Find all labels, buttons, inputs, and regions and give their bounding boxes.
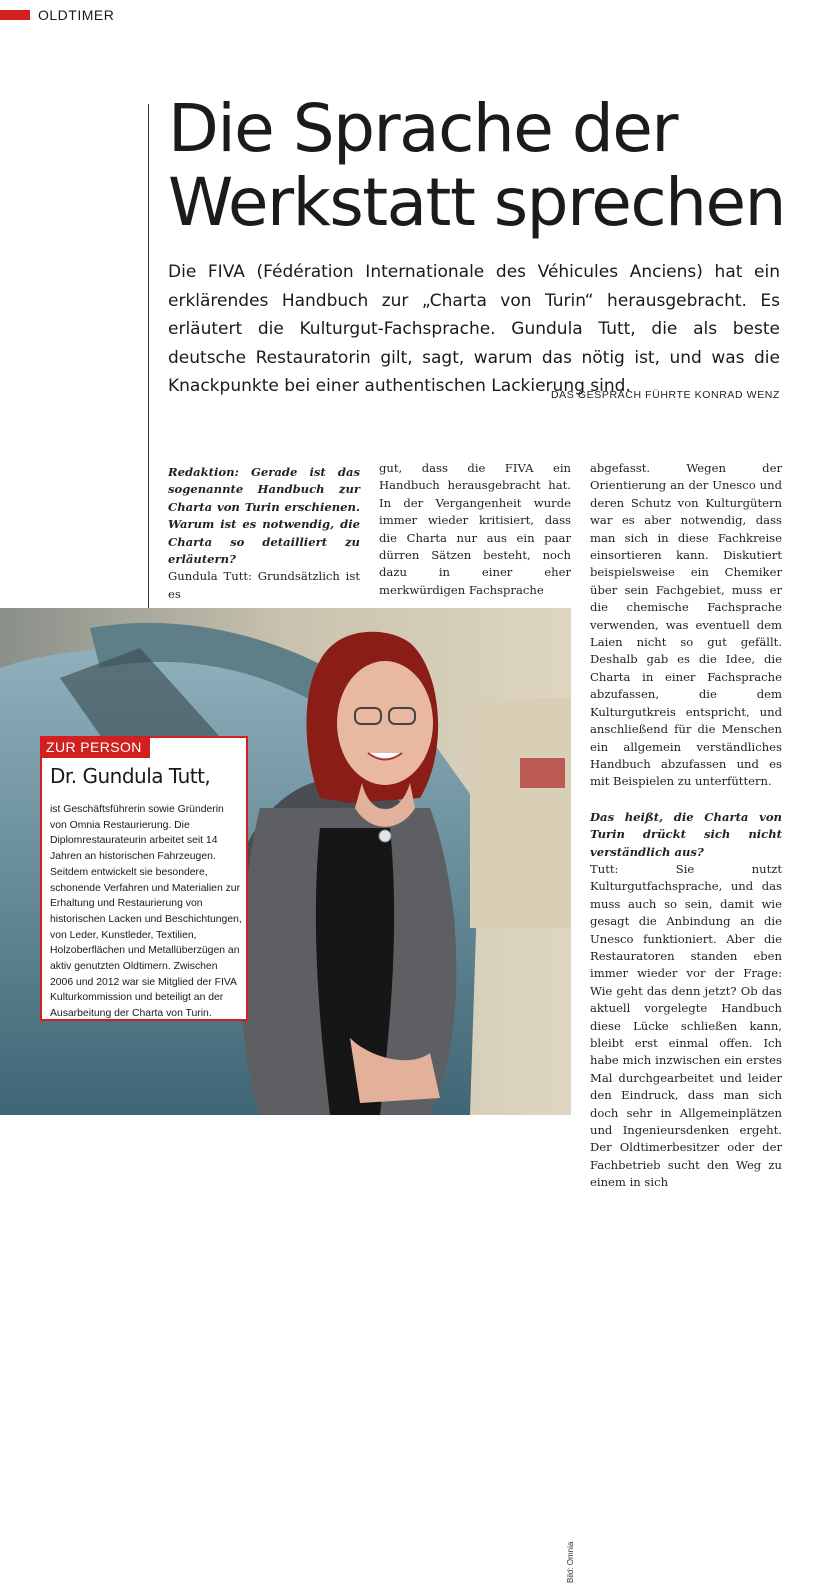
headline	[168, 92, 808, 240]
vertical-rule	[148, 104, 149, 608]
headline-line-2: Werkstatt sprechen	[168, 164, 785, 241]
profile-tag: ZUR PERSON	[40, 736, 150, 758]
section-color-bar	[0, 10, 30, 20]
question-1: Redaktion: Gerade ist das sogenannte Handbuch zur Charta von Turin erschienen. Warum ist es notwendig, die Charta so detailliert zu erläutern?	[168, 465, 360, 567]
headline-line-1: Die Sprache der	[168, 90, 677, 167]
article-column-2	[379, 460, 571, 599]
answer-1-part-2: gut, dass die FIVA ein Handbuch herausgebracht hat. In der Vergangenheit wurde immer wieder kritisiert, dass die Charta nur aus ein paar dürren Sätzen besteht, noch dazu in einer eher merkwürdigen Fachsprache	[379, 461, 571, 597]
profile-text: ist Geschäftsführerin sowie Gründerin von Omnia Restaurierung. Die Diplomrestaurateurin arbeitet seit 14 Jahren an historischen Fahrzeugen. Seitdem entwickelt sie besondere, schonende Verfahren und Materialien zur Erhaltung und Restaurierung von historischen Lacken und Beschichtungen, von Leder, Kunstleder, Textilien, Holzoberflächen und Metallüberzügen an aktiv genutzten Oldtimern. Zwischen 2006 und 2012 war sie Mitglied der FIVA Kulturkommission und beteiligt an der Ausarbeitung der Charta von Turin.	[50, 804, 242, 1020]
profile-box	[40, 736, 248, 1021]
lead-paragraph: Die FIVA (Fédération Internationale des Véhicules Anciens) hat ein erklärendes Handbuch zur „Charta von Turin“ herausgebracht. Es erläutert die Kulturgut-Fachsprache. Gundula Tutt, die als beste deutsche Restauratorin gilt, sagt, warum das nötig ist, und was die Knackpunkte bei einer authentischen Lackierung sind.	[168, 262, 780, 396]
section-tag	[0, 6, 114, 24]
byline: DAS GESPRÄCH FÜHRTE KONRAD WENZ	[550, 389, 780, 401]
answer-1-part-3: abgefasst. Wegen der Orientierung an der Unesco und deren Schutz von Kulturgütern war es aber notwendig, dass man sich in diese Fachkreise einsortieren kann. Diskutiert beispielsweise ein Chemiker über sein Fachgebiet, muss er die chemische Fachsprache verwenden, was eventuell dem Laien nicht so gut gefällt. Deshalb gab es die Idee, die Charta in einer Fachsprache abzufassen, die dem Kulturgutkreis entspricht, und anschließend für die Menschen ein allgemein verständliches Handbuch abzufassen und es mit Beispielen zu unterfüttern.	[590, 461, 782, 789]
answer-2: Tutt: Sie nutzt Kulturgutfachsprache, und das muss auch so sein, damit wie gesagt die Anbindung an die Unesco funktioniert. Aber die Restauratoren standen eben immer wieder vor der Frage: Wie geht das denn jetzt? Ob das aktuell vorgelegte Handbuch diese Lücke schließen kann, bleibt erst einmal offen. Ich habe mich inzwischen ein erstes Mal durchgearbeitet und leider den Eindruck, dass man sich doch sehr in Allgemeinplätzen und Ingenieursdenken ergeht. Der Oldtimerbesitzer oder der Fachbetrieb sucht den Weg zu einem in sich	[590, 861, 782, 1190]
profile-name: Dr. Gundula Tutt,	[50, 764, 211, 788]
answer-1-part-1: Gundula Tutt: Grundsätzlich ist es	[168, 569, 360, 601]
article-column-3	[590, 460, 782, 1192]
section-label: OLDTIMER	[38, 7, 115, 23]
photo-credit: Bild: Omnia	[566, 1541, 575, 1583]
question-2: Das heißt, die Charta von Turin drückt sich nicht verständlich aus?	[590, 809, 782, 859]
article-column-1	[168, 464, 360, 603]
